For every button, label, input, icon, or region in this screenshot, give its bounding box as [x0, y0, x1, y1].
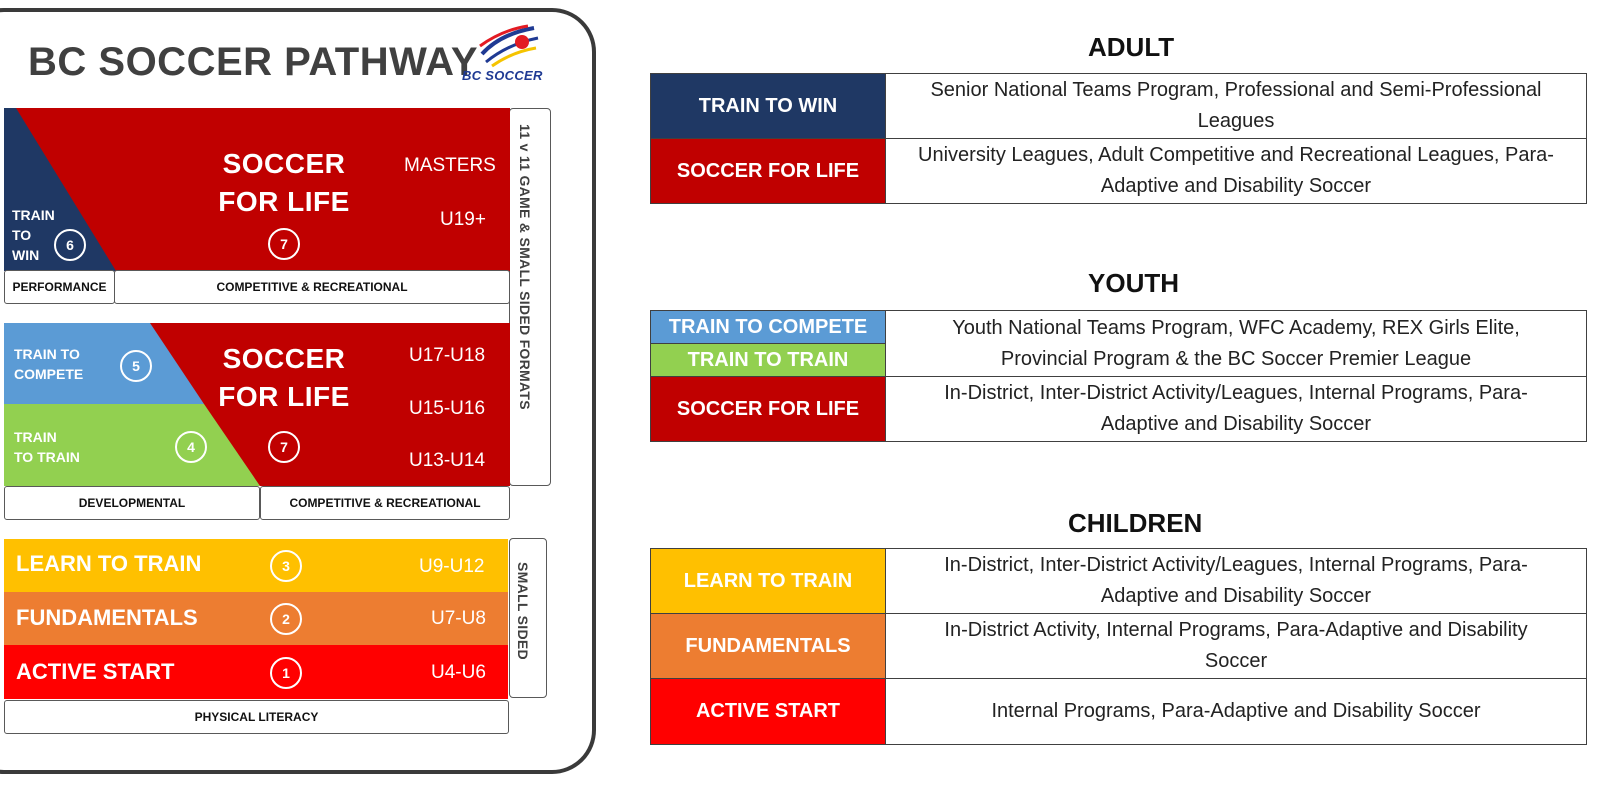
children-row-label: ACTIVE START — [651, 679, 886, 745]
ttw-number-badge: 6 — [54, 229, 86, 261]
tag-developmental: DEVELOPMENTAL — [4, 486, 260, 520]
adult-row-desc: Senior National Teams Program, Professional and Semi-Professional Leagues — [886, 74, 1587, 139]
age-u13-u14: U13-U14 — [409, 450, 486, 471]
age-u19: U19+ — [440, 209, 486, 230]
adult-sfl-number-badge: 7 — [268, 228, 300, 260]
band-learn-to-train-label: LEARN TO TRAIN — [16, 551, 202, 576]
section-title-youth: YOUTH — [1088, 268, 1179, 298]
table-row — [651, 311, 1587, 344]
band-active-start-age: U4-U6 — [431, 662, 486, 683]
adult-table — [650, 73, 1587, 204]
children-row-desc: In-District, Inter-District Activity/Leagues, Internal Programs, Para- Adaptive and Disability Soccer — [886, 549, 1587, 614]
tag-youth-competitive: COMPETITIVE & RECREATIONAL — [260, 486, 510, 520]
side-label-top: 11 v 11 GAME & SMALL SIDED FORMATS — [517, 124, 533, 410]
adult-sfl-label: SOCCER FOR LIFE — [218, 148, 350, 217]
table-row — [651, 139, 1587, 204]
ttc-number-badge: 5 — [120, 350, 152, 382]
youth-row-label-ttc: TRAIN TO COMPETE — [651, 311, 886, 344]
age-masters: MASTERS — [404, 155, 496, 176]
band-learn-to-train-number: 3 — [270, 550, 302, 582]
children-row-desc: Internal Programs, Para-Adaptive and Disability Soccer — [886, 679, 1587, 745]
ttt-label: TRAIN TO TRAIN — [14, 429, 80, 465]
youth-table — [650, 310, 1587, 442]
table-row — [651, 74, 1587, 139]
youth-sfl-label: SOCCER FOR LIFE — [218, 343, 350, 412]
table-row — [651, 614, 1587, 679]
logo-text: BC SOCCER — [462, 68, 543, 83]
table-row — [651, 377, 1587, 442]
children-row-desc: In-District Activity, Internal Programs, Para-Adaptive and Disability Soccer — [886, 614, 1587, 679]
children-table — [650, 548, 1587, 745]
ttc-label: TRAIN TO COMPETE — [14, 346, 84, 382]
band-fundamentals-label: FUNDAMENTALS — [16, 605, 198, 630]
youth-row-label-ttt: TRAIN TO TRAIN — [651, 344, 886, 377]
age-u15-u16: U15-U16 — [409, 398, 486, 419]
band-active-start-number: 1 — [270, 657, 302, 689]
band-fundamentals-age: U7-U8 — [431, 608, 486, 629]
children-row-label: FUNDAMENTALS — [651, 614, 886, 679]
youth-row-label-sfl: SOCCER FOR LIFE — [651, 377, 886, 442]
tag-physical-literacy: PHYSICAL LITERACY — [4, 700, 509, 734]
children-row-label: LEARN TO TRAIN — [651, 549, 886, 614]
tag-performance: PERFORMANCE — [4, 270, 115, 304]
adult-row-label: SOCCER FOR LIFE — [651, 139, 886, 204]
bc-soccer-logo-icon — [478, 24, 540, 68]
adult-row-label: TRAIN TO WIN — [651, 74, 886, 139]
section-title-children: CHILDREN — [1068, 508, 1203, 538]
band-active-start-label: ACTIVE START — [16, 659, 175, 684]
age-u17-u18: U17-U18 — [409, 345, 486, 366]
adult-row-desc: University Leagues, Adult Competitive and Recreational Leagues, Para- Adaptive and Disability Soccer — [886, 139, 1587, 204]
tag-adult-competitive: COMPETITIVE & RECREATIONAL — [114, 270, 510, 304]
band-learn-to-train-age: U9-U12 — [419, 556, 485, 577]
youth-shared-desc: Youth National Teams Program, WFC Academy, REX Girls Elite, Provincial Program & the BC Soccer Premier League — [886, 311, 1587, 377]
youth-sfl-number-badge: 7 — [268, 431, 300, 463]
band-fundamentals-number: 2 — [270, 603, 302, 635]
ttw-label: TRAIN TO WIN — [12, 207, 55, 263]
pathway-title: BC SOCCER PATHWAY — [28, 40, 479, 84]
table-row — [651, 679, 1587, 745]
youth-row-desc-sfl: In-District, Inter-District Activity/Leagues, Internal Programs, Para- Adaptive and Disability Soccer — [886, 377, 1587, 442]
ttt-number-badge: 4 — [175, 431, 207, 463]
section-title-adult: ADULT — [1088, 32, 1175, 62]
table-row — [651, 549, 1587, 614]
side-label-bottom: SMALL SIDED — [515, 562, 531, 660]
